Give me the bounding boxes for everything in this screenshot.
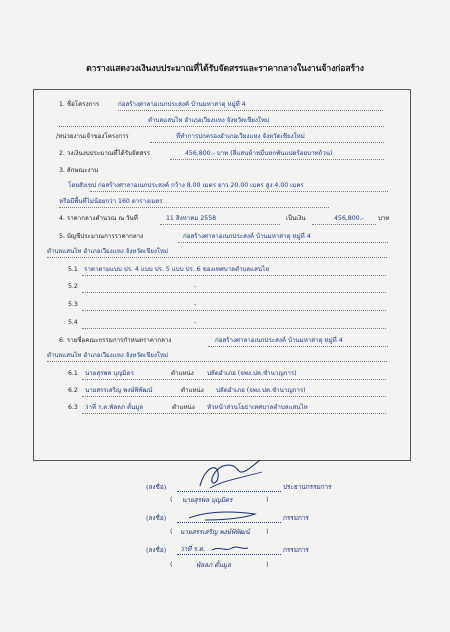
item4-date: 11 สิงหาคม 2558 <box>166 215 217 222</box>
item5-label: 5. บัญชีประมาณการราคากลาง <box>59 233 144 240</box>
member1-no: 6.1 <box>68 370 78 377</box>
member1-name: นายสุรพล บุญมิตร <box>85 370 134 377</box>
item5-value: ก่อสร้างศาลาอเนกประสงค์ บ้านมหาสาตุ หมู่ที่ 4 <box>183 233 311 240</box>
member2-position-label: ตำแหน่ง <box>181 387 204 394</box>
dotted-line <box>150 142 384 143</box>
item3-value-line2: หรือมีพื้นที่ไม่น้อยกว่า 160 ตารางเมตร <box>59 198 163 205</box>
dotted-line <box>47 361 387 362</box>
paren-open: ( <box>170 527 173 535</box>
item5-3-value: - <box>194 301 197 308</box>
item4-amount-label: เป็นเงิน <box>286 215 306 222</box>
item5-2-value: - <box>194 283 197 290</box>
sign-label-1: (ลงชื่อ) <box>146 483 167 491</box>
dotted-line <box>82 310 386 311</box>
dotted-line <box>177 554 281 555</box>
dotted-line <box>312 224 376 225</box>
signer-name-1: นายสุรพล บุญมิตร <box>182 496 233 504</box>
dotted-line <box>82 275 386 276</box>
item1-label: 1. ชื่อโครงการ <box>59 101 100 108</box>
item6-label: 6. รายชื่อคณะกรรมการกำหนดราคากลาง <box>59 337 172 344</box>
dotted-line <box>118 110 383 111</box>
item5-value-line2: ตำบลแสนไห อำเภอเวียงแหง จังหวัดเชียงใหม่ <box>47 248 169 255</box>
signer-name-2: นายสรรเสริญ พงษ์พิพัฒน์ <box>180 528 250 536</box>
member2-name: นายสรรเสริญ พงษ์พิพัฒน์ <box>85 387 153 394</box>
member3-position: หัวหน้าส่วนโยธาเทศบาลตำบลแสนไห <box>207 404 308 411</box>
member2-position: ปลัดอำเภอ (จพง.ปค.ชำนาญการ) <box>216 387 306 394</box>
dotted-line <box>82 292 386 293</box>
dotted-line <box>59 207 329 208</box>
dotted-line <box>208 346 388 347</box>
member1-position-label: ตำแหน่ง <box>171 370 194 377</box>
item5-3-label: 5.3 <box>68 301 78 308</box>
dotted-line <box>47 257 387 258</box>
item3-value: โดยสังเขป ก่อสร้างศาลาอเนกประสงค์ กว้าง 8.00 เมตร ยาว 20.00 เมตร สูง 4.00 เมตร <box>68 182 304 189</box>
item1-owner-value: ที่ทำการปกครองอำเภอเวียงแหง จังหวัดเชียงใหม่ <box>176 133 305 140</box>
item1-value-line2: ตำบลแสนไห อำเภอเวียงแหง จังหวัดเชียงใหม่ <box>148 117 270 124</box>
sign-label-3: (ลงชื่อ) <box>146 546 167 554</box>
item5-4-label: 5.4 <box>68 319 78 326</box>
item4-amount: 456,800.- <box>334 215 364 222</box>
handwritten-signature-2 <box>185 508 265 524</box>
member3-name: ว่าที่ ร.ต.พัลลภ ตั้นมูล <box>85 404 144 411</box>
paren-open: ( <box>170 560 173 568</box>
document-title: ตารางแสดงวงเงินงบประมาณที่ได้รับจัดสรรและราคากลางในงานจ้างก่อสร้าง <box>86 64 364 74</box>
paren-open: ( <box>170 495 173 503</box>
member3-position-label: ตำแหน่ง <box>172 404 195 411</box>
item4-label: 4. ราคากลางคำนวณ ณ วันที่ <box>59 215 138 222</box>
dotted-line <box>82 328 386 329</box>
member1-position: ปลัดอำเภอ (จพง.ปค.ชำนาญการ) <box>207 370 297 377</box>
paren-close: ) <box>266 495 269 503</box>
dotted-line <box>170 159 384 160</box>
member3-no: 6.3 <box>68 404 78 411</box>
role-label-1: ประธานกรรมการ <box>283 483 332 491</box>
item4-unit: บาท <box>378 215 390 222</box>
role-label-3: กรรมการ <box>283 546 309 554</box>
dotted-line <box>82 396 386 397</box>
item5-1-label: 5.1 <box>68 266 78 273</box>
item5-2-label: 5.2 <box>68 283 78 290</box>
item3-label: 3. ลักษณะงาน <box>59 167 99 174</box>
item6-value: ก่อสร้างศาลาอเนกประสงค์ บ้านมหาสาตุ หมู่ที่ 4 <box>215 337 343 344</box>
paren-close: ) <box>266 527 269 535</box>
item6-value-line2: ตำบลแสนไห อำเภอเวียงแหง จังหวัดเชียงใหม่ <box>47 352 169 359</box>
dotted-line <box>160 224 280 225</box>
dotted-line <box>82 413 386 414</box>
item1-owner-label: /หน่วยงานเจ้าของโครงการ <box>56 133 129 140</box>
role-label-2: กรรมการ <box>283 514 309 522</box>
dotted-line <box>90 191 388 192</box>
dotted-line <box>178 242 388 243</box>
member2-no: 6.2 <box>68 387 78 394</box>
signer-rank-3: ว่าที่ ร.ต. <box>180 545 206 553</box>
item1-value: ก่อสร้างศาลาอเนกประสงค์ บ้านมหาสาตุ หมู่ที่ 4 <box>118 101 246 108</box>
sign-label-2: (ลงชื่อ) <box>146 514 167 522</box>
item5-1-value: ราคาตามแบบ ปร. 4 แบบ ปร. 5 แบบ ปร. 6 ของเทศบาลตำบลแสนไห <box>84 266 270 273</box>
dotted-line <box>59 126 384 127</box>
signer-name-3: พัลลภ ตั้นมูล <box>196 561 231 569</box>
handwritten-signature-3 <box>210 544 250 554</box>
dotted-line <box>82 379 386 380</box>
handwritten-signature-1 <box>180 456 270 496</box>
item2-label: 2. วงเงินงบประมาณที่ได้รับจัดสรร <box>59 150 151 157</box>
item2-value: 456,800.- บาท (สี่แสนห้าหมื่นหกพันแปดร้อยบาทถ้วน) <box>185 150 333 157</box>
paren-close: ) <box>266 560 269 568</box>
item5-4-value: - <box>194 319 197 326</box>
